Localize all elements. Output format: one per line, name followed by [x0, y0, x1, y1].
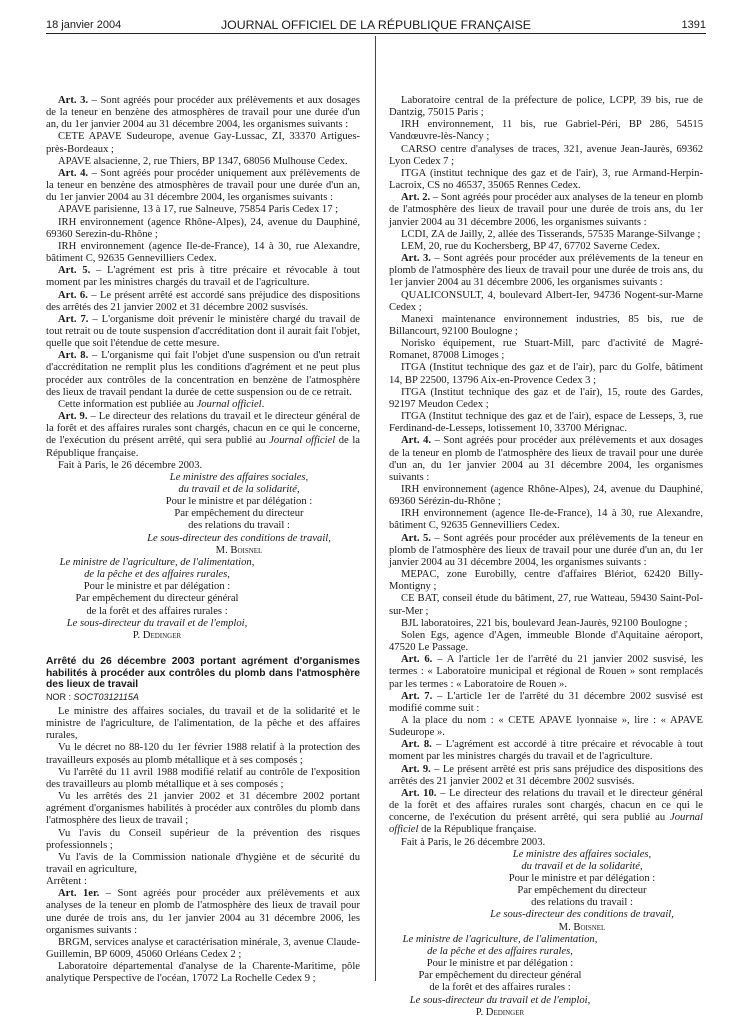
- article-8: [46, 350, 360, 399]
- article-3: [389, 253, 703, 289]
- signature-line: Par empêchement du directeur: [517, 885, 647, 897]
- organisme-item: BJL laboratoires, 221 bis, boulevard Jean-Jaurès, 92100 Boulogne ;: [401, 617, 688, 629]
- signature-line: Le sous-directeur du travail et de l'emploi,: [409, 994, 591, 1006]
- signature-line: Par empêchement du directeur général: [75, 593, 239, 605]
- signature-line: Pour le ministre et par délégation :: [83, 581, 231, 593]
- visa: Vu l'arrêté du 11 avril 1988 modifié relatif au contrôle de l'exposition des travailleurs au plomb métallique et à ses composés ;: [46, 766, 360, 790]
- organisme-item: LEM, 20, rue du Kochersberg, BP 47, 67702 Saverne Cedex.: [401, 240, 660, 252]
- article-text: – Le présent arrêté est pris sans préjudice des dispositions des arrêtés des 21 janvier 2002 et 31 décembre 2002 susvisés.: [389, 763, 704, 787]
- organisme-item: QUALICONSULT, 4, boulevard Albert-Ier, 94736 Nogent-sur-Marne Cedex ;: [389, 289, 703, 313]
- journal-ref: Journal officiel: [389, 812, 703, 836]
- signature-line: Le ministre des affaires sociales,: [169, 471, 309, 483]
- signature-line: du travail et de la solidarité,: [178, 484, 300, 495]
- organisme-item: Norisko équipement, rue Stuart-Mill, parc d'activité de Magré-Romanet, 87008 Limoges ;: [389, 338, 703, 362]
- article-label: Art. 7.: [401, 690, 433, 702]
- signature-line: de la pêche et des affaires rurales,: [427, 945, 573, 957]
- organisme-item: LCDI, ZA de Jailly, 2, allée des Tisserands, 57535 Marange-Silvange ;: [401, 228, 701, 240]
- article-text: – Sont agréés pour procéder aux analyses de la teneur en plomb de l'atmosphère des lieux de travail pour une durée de trois ans, du 1er janvier 2004 au 31 décembre 2006, les organismes suivants :: [389, 192, 704, 228]
- article-label: Art. 4.: [58, 167, 89, 179]
- article-text: – L'agrément est accordé à titre précaire et révocable à tout moment par les ministres chargés du travail et de l'agriculture.: [389, 739, 704, 763]
- signature-block-social: [118, 472, 360, 557]
- article-7: [46, 314, 360, 350]
- journal-ref: Journal officiel: [196, 398, 262, 410]
- organisme-item: IRH environnement (agence Ile-de-France), 14 à 30, rue Alexandre, bâtiment C, 92635 Gennevilliers Cedex.: [46, 240, 360, 265]
- header-rule: [46, 33, 706, 34]
- decree-title: Arrêté du 26 décembre 2003 portant agrément d'organismes habilités à procéder aux contrôles du plomb dans l'atmosphère des lieux de travail: [46, 656, 360, 691]
- signature-line: Pour le ministre et par délégation :: [165, 496, 313, 508]
- article-text: de la République française.: [418, 824, 537, 836]
- article-label: Art. 2.: [401, 192, 431, 204]
- note-text: Cette information est publiée au: [58, 398, 197, 410]
- article-10: [389, 788, 703, 837]
- organisme-item: CE BAT, conseil étude du bâtiment, 27, rue Watteau, 59430 Saint-Pol-sur-Mer ;: [389, 593, 703, 617]
- signature-line: Le ministre des affaires sociales,: [512, 848, 652, 860]
- organisme-item: ITGA (Institut technique des gaz et de l'air), 15, route des Gardes, 92197 Meudon Cedex ;: [389, 386, 703, 410]
- signatory-name: M. Boisnel: [558, 921, 606, 933]
- article-text: – A l'article 1er de l'arrêté du 21 janvier 2002 susvisé, les termes : « Laboratoire municipal et régional de Rouen » sont remplacés par les termes : « Laboratoire de Rouen ».: [389, 654, 704, 690]
- column-divider: [375, 36, 376, 981]
- preamble: Le ministre des affaires sociales, du travail et de la solidarité et le ministre de l'agriculture, de l'alimentation, de la pêche et des affaires rurales,: [46, 705, 360, 742]
- article-text: – Sont agréés pour procéder aux prélèvements et aux dosages de la teneur en benzène des atmosphères de travail pour une durée d'un an, du 1er janvier 2004 au 31 décembre 2004, les organismes suivants :: [46, 95, 360, 131]
- article-label: Art. 9.: [401, 763, 431, 775]
- signatory-name: P. Dedinger: [475, 1006, 525, 1018]
- signature-line: des relations du travail :: [188, 520, 290, 532]
- signature-line: Par empêchement du directeur général: [418, 970, 582, 982]
- signature-line: Le sous-directeur des conditions de travail,: [147, 532, 331, 544]
- organisme-item: Laboratoire départemental d'analyse de la Charente-Maritime, pôle analytique Perspective de l'océan, 17072 La Rochelle Cedex 9 ;: [46, 961, 360, 985]
- article-text: – L'agrément est pris à titre précaire et révocable à tout moment par les ministres chargés du travail et de l'agriculture.: [46, 265, 360, 289]
- publication-note: [46, 399, 360, 411]
- organisme-item: Manexi maintenance environnement industries, 85 bis, rue de Billancourt, 92100 Boulogne ;: [389, 313, 703, 337]
- signature-line: Pour le ministre et par délégation :: [508, 873, 656, 884]
- organisme-item: CETE APAVE Sudeurope, avenue Gay-Lussac, ZI, 33370 Artigues-près-Bordeaux ;: [46, 131, 360, 155]
- organisme-item: BRGM, services analyse et caractérisation minérale, 3, avenue Claude-Guillemin, BP 6009, 45060 Orléans Cedex 2 ;: [46, 936, 360, 961]
- article-text: – L'article 1er de l'arrêté du 31 décembre 2002 susvisé est modifié comme suit :: [389, 690, 703, 714]
- article-text: de la République française.: [46, 435, 360, 459]
- article-3: [46, 95, 360, 131]
- article-text: – Le directeur des relations du travail et le directeur général de la forêt et des affaires rurales sont chargés, chacun en ce qui le concerne, de l'exécution du présent arrêté, qui sera publié au: [389, 787, 703, 824]
- signature-line: Par empêchement du directeur: [174, 508, 304, 520]
- article-label: Art. 8.: [401, 739, 432, 751]
- visa: Vu l'avis de la Commission nationale d'hygiène et de sécurité du travail en agriculture,: [46, 851, 360, 875]
- signature-line: Pour le ministre et par délégation :: [426, 958, 574, 970]
- article-label: Art. 4.: [401, 435, 432, 447]
- article-text: – Sont agréés pour procéder aux prélèvements de la teneur en plomb de l'atmosphère des lieux de travail pour une durée de trois ans, du 1er janvier 2004 au 31 décembre 2006, les organismes suivants :: [389, 253, 703, 289]
- organisme-item: CARSO centre d'analyses de traces, 321, avenue Jean-Jaurès, 69362 Lyon Cedex 7 ;: [389, 143, 703, 167]
- organisme-item: ITGA (institut technique des gaz et de l'air), 3, rue Armand-Herpin-Lacroix, CS no 46537, 35065 Rennes Cedex.: [389, 167, 703, 192]
- signature-line: Le sous-directeur des conditions de travail,: [490, 909, 674, 921]
- organisme-item: ITGA (Institut technique des gaz et de l'air), espace de Lesseps, 3, rue Ferdinand-de-Lesseps, lotissement 10, 33700 Mérignac.: [389, 411, 703, 435]
- article-6: [46, 290, 360, 314]
- article-9: [389, 764, 703, 788]
- organisme-item: ITGA (Institut technique des gaz et de l'air), parc du Golfe, bâtiment 14, BP 22500, 13796 Aix-en-Provence Cedex 3 ;: [389, 362, 703, 386]
- signature-line: Le ministre de l'agriculture, de l'alimentation,: [59, 556, 255, 568]
- left-column: [46, 95, 360, 986]
- article-label: Art. 5.: [401, 532, 431, 544]
- organisme-item: APAVE parisienne, 13 à 17, rue Salneuve, 75854 Paris Cedex 17 ;: [58, 204, 339, 216]
- article-5: [46, 265, 360, 289]
- visa: Vu les arrêtés des 21 janvier 2002 et 31 décembre 2002 portant agrément d'organismes habilités à procéder aux contrôles du plomb dans l'atmosphère des lieux de travail ;: [46, 791, 360, 827]
- organisme-item: Solen Egs, agence d'Agen, immeuble Blonde d'Aquitaine aéroport, 47520 Le Passage.: [389, 629, 703, 654]
- article-2: [389, 192, 703, 228]
- page-number: 1391: [681, 19, 706, 31]
- fait-a-paris: Fait à Paris, le 26 décembre 2003.: [401, 836, 546, 848]
- page-header: [46, 13, 706, 33]
- signature-line: du travail et de la solidarité,: [521, 860, 643, 872]
- signature-line: Le sous-directeur du travail et de l'emploi,: [66, 617, 248, 629]
- article-label: Art. 10.: [401, 787, 437, 799]
- article-7-body: A la place du nom : « CETE APAVE lyonnaise », lire : « APAVE Sudeurope ».: [389, 714, 703, 739]
- signature-line: de la forêt et des affaires rurales :: [86, 605, 228, 617]
- article-label: Art. 6.: [58, 289, 88, 301]
- article-label: Art. 7.: [58, 313, 89, 325]
- organisme-item: Laboratoire central de la préfecture de police, LCPP, 39 bis, rue de Dantzig, 75015 Paris ;: [389, 95, 703, 119]
- article-text: – Sont agréés pour procéder aux prélèvements et aux analyses de la teneur en plomb de l'atmosphère des lieux de travail pour une durée de trois ans, du 1er janvier 2004 au 31 décembre 2006, les organismes suivants :: [46, 888, 360, 936]
- article-label: Art. 6.: [401, 654, 433, 666]
- nor-code: SOCT0312115A: [73, 691, 139, 702]
- article-label: Art. 9.: [58, 411, 88, 423]
- article-text: – Sont agréés pour procéder aux prélèvements de la teneur en plomb de l'atmosphère des lieux de travail pour une durée d'un an, du 1er janvier 2004 au 31 décembre 2004, les organismes suivants :: [389, 532, 703, 568]
- visa: Vu l'avis du Conseil supérieur de la prévention des risques professionnels ;: [46, 827, 360, 851]
- signatory-name: M. Boisnel: [215, 544, 263, 556]
- signature-block-social: [461, 849, 703, 934]
- article-label: Art. 8.: [58, 350, 89, 362]
- fait-a-paris: Fait à Paris, le 26 décembre 2003.: [58, 459, 203, 471]
- signature-line: de la forêt et des affaires rurales :: [429, 982, 571, 994]
- article-label: Art. 3.: [58, 95, 89, 106]
- signature-line: des relations du travail :: [531, 897, 633, 909]
- organisme-item: IRH environnement (agence Ile-de-France), 14 à 30, rue Alexandre, bâtiment C, 92635 Gennevilliers Cedex.: [389, 508, 703, 532]
- article-7: [389, 691, 703, 715]
- nor-reference: [46, 691, 360, 703]
- article-text: – Le directeur des relations du travail et le directeur général de la forêt et des affaires rurales sont chargés, chacun en ce qui le concerne, de l'exécution du présent arrêté, qui sera publié au: [46, 411, 361, 447]
- signature-block-agriculture: [46, 557, 268, 642]
- visa: Vu le décret no 88-120 du 1er février 1988 relatif à la protection des travailleurs exposés au plomb métallique et à ses composés ;: [46, 742, 360, 766]
- article-text: – L'organisme doit prévenir le ministère chargé du travail de tout retrait ou de toute suspension d'accréditation dont il aurait fait l'objet, quelle que soit l'étendue de cette mesure.: [46, 313, 360, 350]
- article-text: – Le présent arrêté est accordé sans préjudice des dispositions des arrêtés des 21 janvier 2002 et 31 décembre 2002 susvisés.: [46, 289, 360, 313]
- article-4: [389, 435, 703, 484]
- article-text: – L'organisme qui fait l'objet d'une suspension ou d'un retrait d'accréditation ne remplit plus les conditions d'agrément et ne peut plus procéder aux contrôles de la concentration en benzène de l'atmosphère des lieux de travail pendant la durée de cette suspension ou de ce retrait.: [46, 350, 361, 398]
- organisme-item: IRH environnement, 11 bis, rue Gabriel-Péri, BP 286, 54515 Vandœuvre-lès-Nancy ;: [389, 119, 703, 143]
- article-8: [389, 739, 703, 763]
- nor-label: NOR :: [46, 691, 74, 702]
- organisme-item: IRH environnement (agence Rhône-Alpes), 24, avenue du Dauphiné, 69360 Sérézin-du-Rhône ;: [389, 484, 703, 508]
- journal-title: JOURNAL OFFICIEL DE LA RÉPUBLIQUE FRANÇAISE: [221, 18, 531, 32]
- organisme-item: MEPAC, zone Eurobilly, centre d'affaires Blériot, 62420 Billy-Montigny ;: [389, 569, 703, 593]
- article-5: [389, 533, 703, 569]
- signature-block-agriculture: [389, 934, 611, 1019]
- arretent: Arrêtent :: [46, 876, 87, 888]
- article-label: Art. 5.: [58, 265, 91, 277]
- organisme-item: IRH environnement (agence Rhône-Alpes), 24, avenue du Dauphiné, 69360 Serezin-du-Rhône ;: [46, 216, 360, 240]
- header-date: 18 janvier 2004: [46, 19, 122, 31]
- right-column: [389, 95, 703, 1019]
- article-text: – Sont agréés pour procéder uniquement aux prélèvements de la teneur en benzène des atmosphères de travail pour une durée d'un an, du 1er janvier 2004 au 31 décembre 2004, les organismes suivants :: [46, 167, 361, 204]
- journal-ref: Journal officiel: [269, 435, 336, 447]
- signatory-name: P. Dedinger: [132, 629, 182, 641]
- article-text: – Sont agréés pour procéder aux prélèvements et aux dosages de la teneur en plomb de l'atmosphère des lieux de travail pour une durée d'un an, du 1er janvier 2004 au 31 décembre 2004, les organismes suivants :: [389, 435, 703, 483]
- note-text: .: [261, 398, 265, 410]
- signature-line: Le ministre de l'agriculture, de l'alimentation,: [402, 933, 598, 945]
- article-label: Art. 3.: [401, 253, 431, 265]
- article-9: [46, 411, 360, 460]
- article-1: [46, 888, 360, 937]
- organisme-item: APAVE alsacienne, 2, rue Thiers, BP 1347, 68056 Mulhouse Cedex.: [58, 155, 348, 167]
- article-4: [46, 168, 360, 204]
- article-label: Art. 1er.: [58, 888, 100, 900]
- article-6: [389, 654, 703, 690]
- signature-line: de la pêche et des affaires rurales,: [84, 569, 230, 581]
